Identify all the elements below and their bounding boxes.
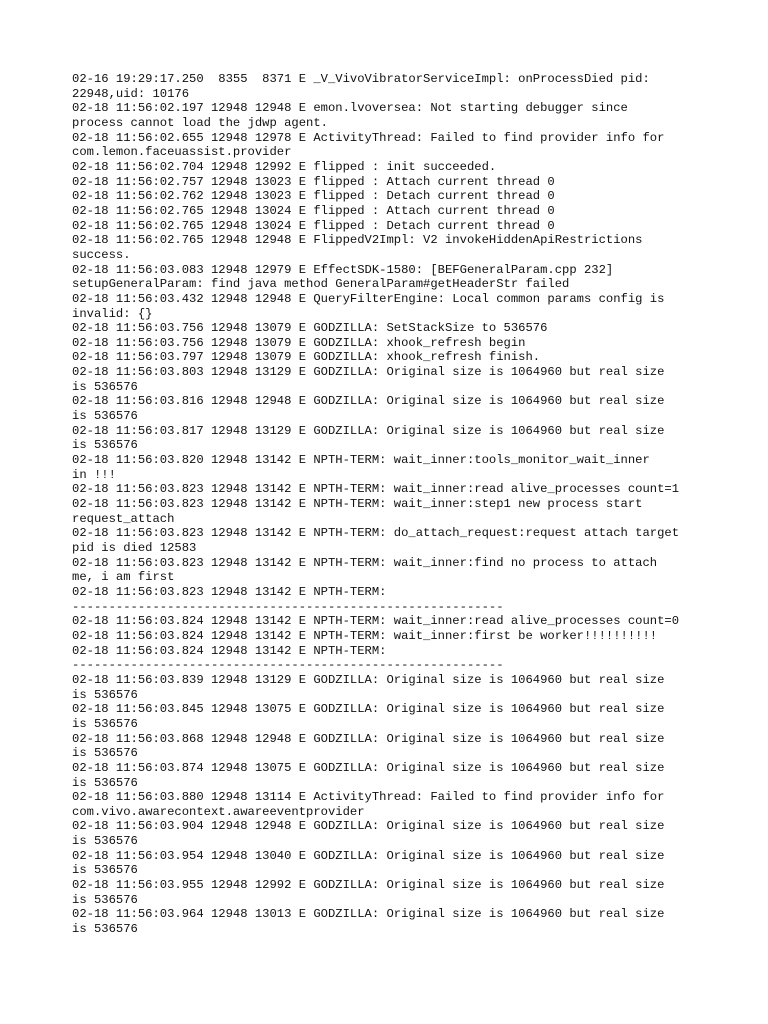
log-line: 02-18 11:56:03.823 12948 13142 E NPTH-TERM: do_attach_request:request attach target pid is died 12583 — [72, 526, 680, 555]
log-line: 02-18 11:56:03.824 12948 13142 E NPTH-TERM: wait_inner:read alive_processes count=0 — [72, 614, 680, 629]
log-line: 02-18 11:56:03.823 12948 13142 E NPTH-TERM: wait_inner:find no process to attach me, i am first — [72, 555, 658, 585]
log-line: 02-18 11:56:03.823 12948 13142 E NPTH-TERM: wait_inner:step1 new process start request_attach — [72, 497, 643, 526]
log-line: 02-18 11:56:03.816 12948 12948 E GODZILLA: Original size is 1064960 but real size is 536576 — [72, 394, 665, 424]
log-line: 02-18 11:56:03.820 12948 13142 E NPTH-TERM: wait_inner:tools_monitor_wait_inner in !!! — [72, 453, 650, 482]
log-line: 02-18 11:56:03.823 12948 13142 E NPTH-TERM: ----------------------------------------------------------- — [72, 584, 504, 614]
log-line: 02-18 11:56:03.756 12948 13079 E GODZILLA: xhook_refresh begin — [72, 335, 526, 350]
log-line: 02-18 11:56:03.964 12948 13013 E GODZILLA: Original size is 1064960 but real size is 536576 — [72, 907, 665, 937]
log-line: 02-18 11:56:02.765 12948 13024 E flipped : Attach current thread 0 — [72, 203, 555, 218]
log-line: 02-18 11:56:02.762 12948 13023 E flipped : Detach current thread 0 — [72, 189, 555, 204]
log-line: 02-18 11:56:03.083 12948 12979 E EffectSDK-1580: [BEFGeneralParam.cpp 232] setupGeneralParam: find java method GeneralParam#getHeaderStr failed — [72, 262, 614, 292]
log-line: 02-18 11:56:03.817 12948 13129 E GODZILLA: Original size is 1064960 but real size is 536576 — [72, 423, 665, 453]
log-line: 02-18 11:56:03.432 12948 12948 E QueryFilterEngine: Local common params config is invalid: {} — [72, 291, 665, 321]
log-line: 02-18 11:56:02.655 12948 12978 E ActivityThread: Failed to find provider info for com.lemon.faceuassist.provider — [72, 130, 665, 160]
log-line: 02-18 11:56:03.824 12948 13142 E NPTH-TERM: ----------------------------------------------------------- — [72, 643, 504, 673]
log-line: 02-18 11:56:03.824 12948 13142 E NPTH-TERM: wait_inner:first be worker!!!!!!!!!! — [72, 628, 658, 643]
log-line: 02-18 11:56:03.845 12948 13075 E GODZILLA: Original size is 1064960 but real size is 536576 — [72, 702, 665, 731]
log-line: 02-16 19:29:17.250 8355 8371 E _V_VivoVibratorServiceImpl: onProcessDied pid: 22948,uid: 10176 — [72, 72, 650, 101]
log-line: 02-18 11:56:03.904 12948 12948 E GODZILLA: Original size is 1064960 but real size is 536576 — [72, 819, 665, 849]
log-line: 02-18 11:56:02.757 12948 13023 E flipped : Attach current thread 0 — [72, 174, 555, 189]
log-document — [72, 72, 712, 937]
log-line: 02-18 11:56:03.868 12948 12948 E GODZILLA: Original size is 1064960 but real size is 536576 — [72, 731, 665, 761]
log-line: 02-18 11:56:02.704 12948 12992 E flipped : init succeeded. — [72, 159, 497, 174]
log-line: 02-18 11:56:03.839 12948 13129 E GODZILLA: Original size is 1064960 but real size is 536576 — [72, 672, 665, 702]
log-line: 02-18 11:56:03.955 12948 12992 E GODZILLA: Original size is 1064960 but real size is 536576 — [72, 878, 665, 907]
log-line: 02-18 11:56:02.765 12948 12948 E FlippedV2Impl: V2 invokeHiddenApiRestrictions success. — [72, 233, 643, 262]
log-line: 02-18 11:56:03.756 12948 13079 E GODZILLA: SetStackSize to 536576 — [72, 321, 548, 336]
log-line: 02-18 11:56:03.954 12948 13040 E GODZILLA: Original size is 1064960 but real size is 536576 — [72, 848, 665, 878]
log-line: 02-18 11:56:03.797 12948 13079 E GODZILLA: xhook_refresh finish. — [72, 350, 541, 365]
log-line: 02-18 11:56:03.823 12948 13142 E NPTH-TERM: wait_inner:read alive_processes count=1 — [72, 482, 680, 497]
log-line: 02-18 11:56:02.765 12948 13024 E flipped : Detach current thread 0 — [72, 218, 555, 233]
log-line: 02-18 11:56:03.880 12948 13114 E ActivityThread: Failed to find provider info for com.vivo.awarecontext.awareeventprovider — [72, 790, 665, 819]
log-line: 02-18 11:56:03.874 12948 13075 E GODZILLA: Original size is 1064960 but real size is 536576 — [72, 760, 665, 790]
log-line: 02-18 11:56:03.803 12948 13129 E GODZILLA: Original size is 1064960 but real size is 536576 — [72, 365, 665, 394]
log-line: 02-18 11:56:02.197 12948 12948 E emon.lvoversea: Not starting debugger since process cannot load the jdwp agent. — [72, 101, 628, 130]
